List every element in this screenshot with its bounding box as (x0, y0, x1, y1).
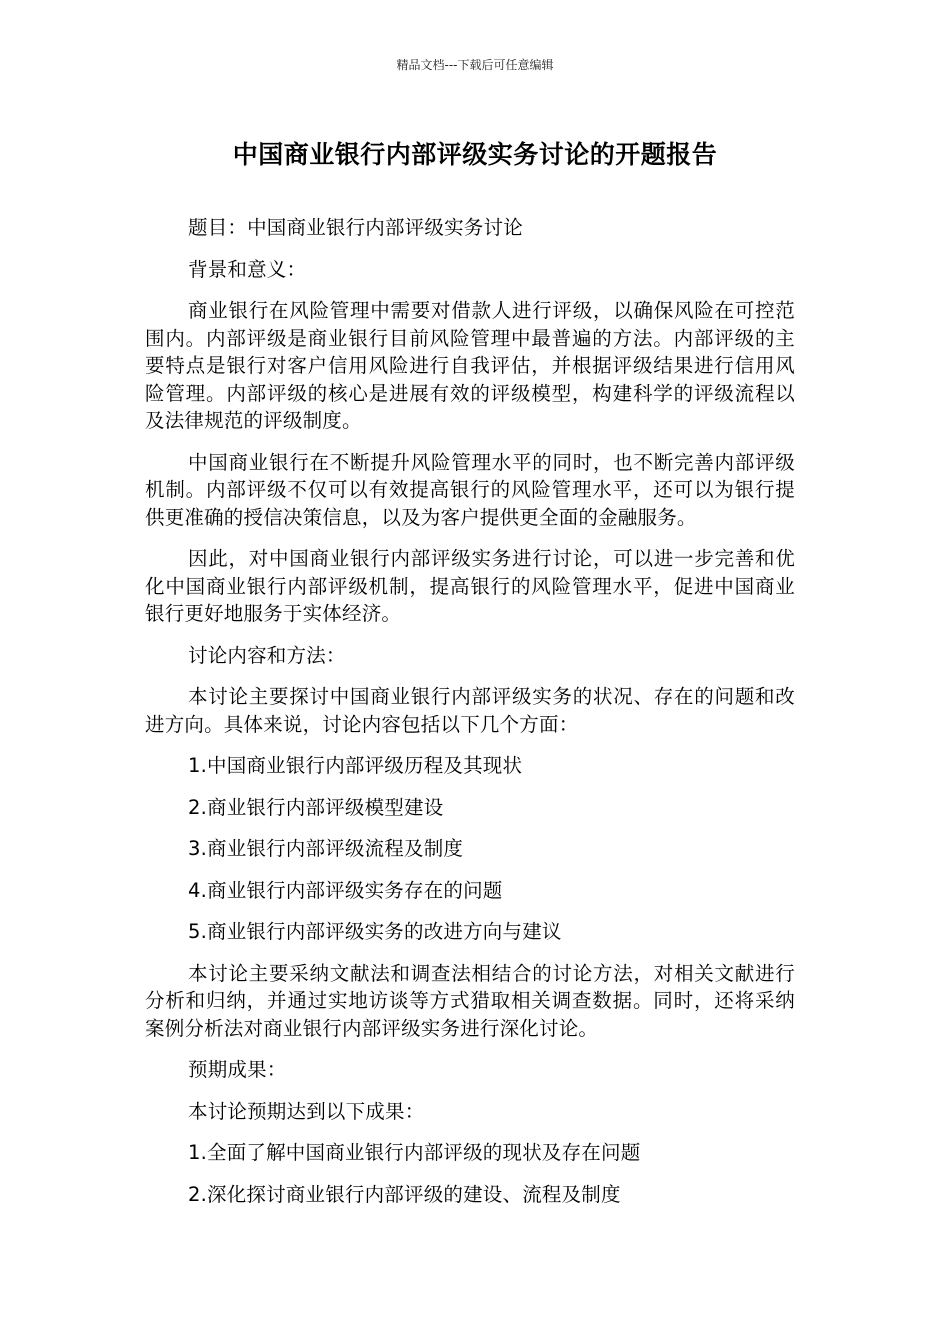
page-title: 中国商业银行内部评级实务讨论的开题报告 (232, 140, 718, 169)
heading-background: 背景和意义： (188, 257, 307, 281)
heading-expected-results: 预期成果： (188, 1058, 287, 1081)
paragraph-background-2: 中国商业银行在不断提升风险管理水平的同时，也不断完善内部评级机制。内部评级不仅可以有效提高银行的风险管理水平，还可以为银行提供更准确的授信决策信息，以及为客户提供更全面的金融服务。 (145, 450, 795, 529)
paragraph-background-1: 商业银行在风险管理中需要对借款人进行评级，以确保风险在可控范围内。内部评级是商业银行目前风险管理中最普遍的方法。内部评级的主要特点是银行对客户信用风险进行自我评估，并根据评级结果进行信用风险管理。内部评级的核心是进展有效的评级模型，构建科学的评级流程以及法律规范的评级制度。 (145, 299, 795, 432)
list-item-content-4: 4.商业银行内部评级实务存在的问题 (188, 878, 503, 902)
list-item-content-1: 1.中国商业银行内部评级历程及其现状 (188, 754, 523, 777)
header-note: 精品文档---下载后可任意编辑 (396, 58, 554, 72)
paragraph-method: 本讨论主要采纳文献法和调查法相结合的讨论方法，对相关文献进行分析和归纳，并通过实地访谈等方式猎取相关调查数据。同时，还将采纳案例分析法对商业银行内部评级实务进行深化讨论。 (145, 961, 795, 1040)
paragraph-content-intro: 本讨论主要探讨中国商业银行内部评级实务的状况、存在的问题和改进方向。具体来说，讨论内容包括以下几个方面： (145, 685, 795, 736)
paragraph-results-intro: 本讨论预期达到以下成果： (188, 1099, 425, 1123)
heading-content-method: 讨论内容和方法： (188, 643, 346, 667)
paragraph-topic: 题目：中国商业银行内部评级实务讨论 (188, 216, 523, 239)
list-item-content-3: 3.商业银行内部评级流程及制度 (188, 837, 464, 860)
list-item-content-5: 5.商业银行内部评级实务的改进方向与建议 (188, 920, 562, 943)
document-body (145, 214, 795, 1208)
paragraph-background-3: 因此，对中国商业银行内部评级实务进行讨论，可以进一步完善和优化中国商业银行内部评级机制，提高银行的风险管理水平，促进中国商业银行更好地服务于实体经济。 (145, 547, 795, 625)
list-item-content-2: 2.商业银行内部评级模型建设 (188, 795, 444, 819)
list-item-result-2: 2.深化探讨商业银行内部评级的建设、流程及制度 (188, 1182, 621, 1206)
list-item-result-1: 1.全面了解中国商业银行内部评级的现状及存在问题 (188, 1141, 641, 1164)
